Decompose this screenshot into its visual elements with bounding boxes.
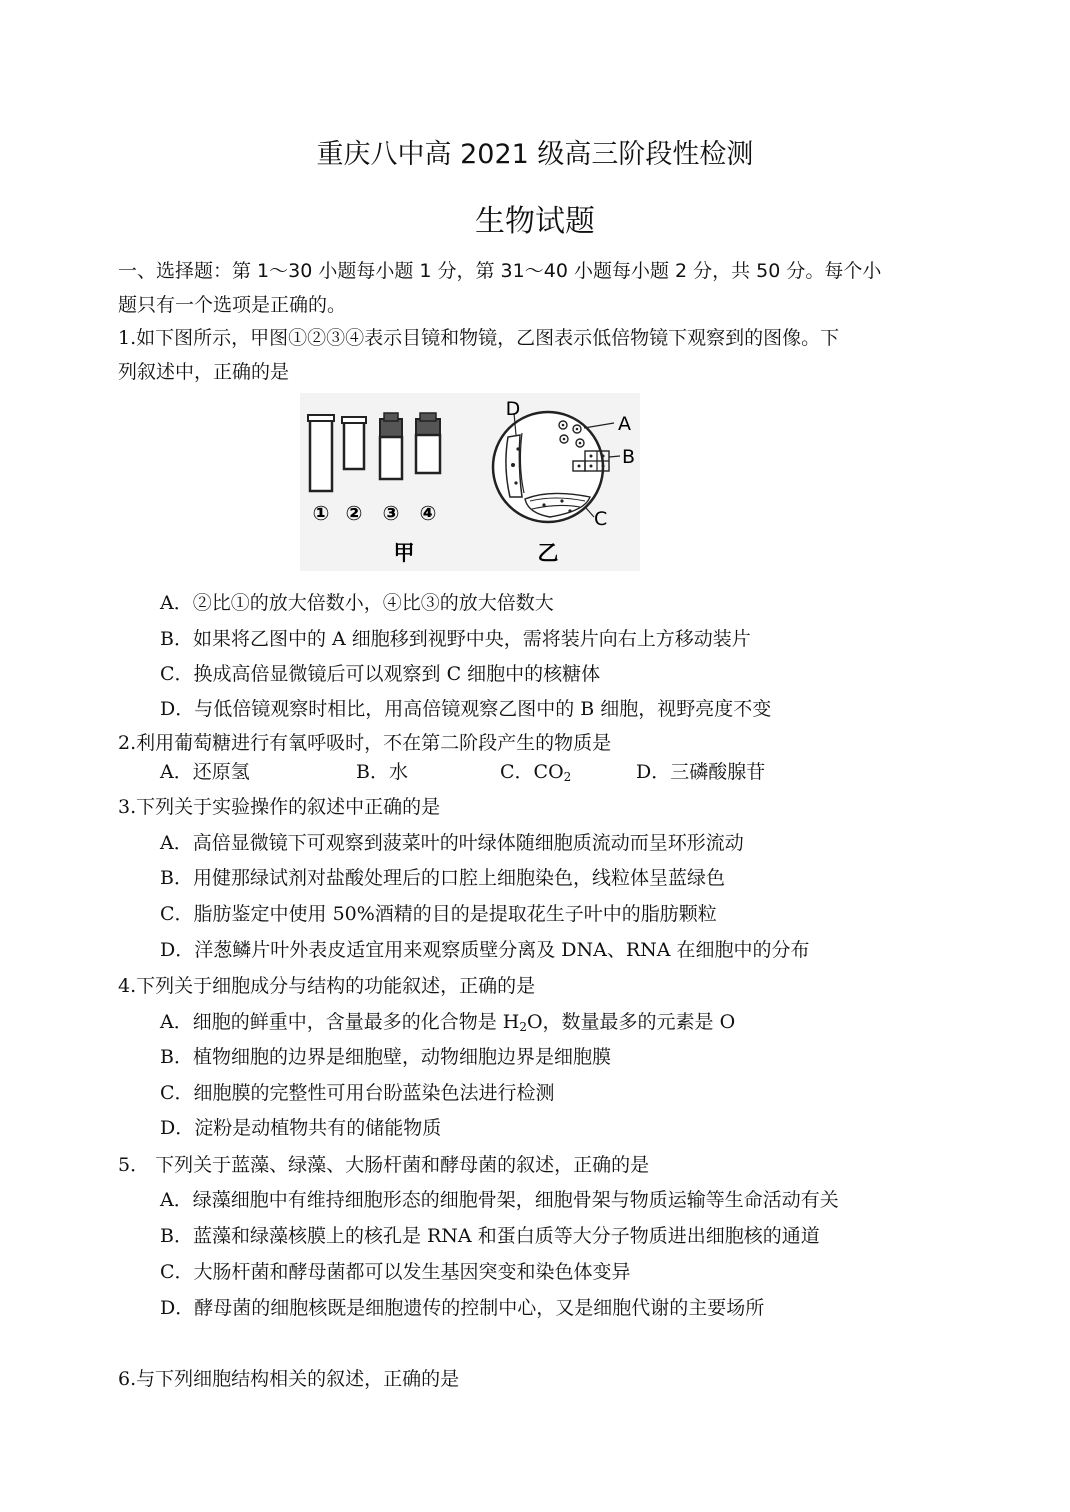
q3-option-c: C．脂肪鉴定中使用 50%酒精的目的是提取花生子叶中的脂肪颗粒 [160, 903, 717, 925]
q2-option-c-text: C．CO [500, 761, 564, 783]
q1-option-b: B．如果将乙图中的 A 细胞移到视野中央，需将装片向右上方移动装片 [160, 628, 751, 650]
q1-option-d: D．与低倍镜观察时相比，用高倍镜观察乙图中的 B 细胞，视野亮度不变 [160, 698, 772, 720]
q4-option-b: B．植物细胞的边界是细胞壁，动物细胞边界是细胞膜 [160, 1046, 611, 1068]
q4-option-c: C．细胞膜的完整性可用台盼蓝染色法进行检测 [160, 1082, 555, 1104]
q4-option-a-subscript: 2 [519, 1020, 527, 1034]
page-subtitle: 生物试题 [475, 204, 595, 239]
q1-stem-line1: 1.如下图所示，甲图①②③④表示目镜和物镜，乙图表示低倍物镜下观察到的图像。下 [118, 327, 840, 349]
figure-caption-left: 甲 [393, 541, 415, 565]
cell-label-c: C [594, 508, 608, 530]
page-title: 重庆八中高 2021 级高三阶段性检测 [316, 139, 754, 170]
lens-3 [380, 413, 402, 479]
lens-4 [416, 413, 440, 473]
lens-label-4: ④ [419, 501, 437, 525]
lens-label-3: ③ [382, 501, 400, 525]
q3-option-d: D．洋葱鳞片叶外表皮适宜用来观察质壁分离及 DNA、RNA 在细胞中的分布 [160, 939, 810, 961]
q4-option-d: D．淀粉是动植物共有的储能物质 [160, 1117, 442, 1139]
cell-label-b: B [622, 446, 636, 468]
q1-stem-line2: 列叙述中，正确的是 [118, 361, 290, 383]
q2-option-a: A．还原氢 [160, 761, 250, 783]
lens-label-2: ② [345, 501, 363, 525]
q5-option-c: C．大肠杆菌和酵母菌都可以发生基因突变和染色体变异 [160, 1261, 631, 1283]
q1-figure [300, 393, 640, 571]
section-instruction-line1: 一、选择题：第 1～30 小题每小题 1 分，第 31～40 小题每小题 2 分，共 50 分。每个小 [118, 260, 882, 282]
lens-2 [342, 417, 366, 469]
q4-option-a-text: A．细胞的鲜重中，含量最多的化合物是 H [160, 1011, 520, 1033]
q2-stem: 2.利用葡萄糖进行有氧呼吸时，不在第二阶段产生的物质是 [118, 732, 612, 754]
q3-option-a: A．高倍显微镜下可观察到菠菜叶的叶绿体随细胞质流动而呈环形流动 [160, 832, 744, 854]
section-instruction-line2: 题只有一个选项是正确的。 [118, 294, 347, 316]
q3-stem: 3.下列关于实验操作的叙述中正确的是 [118, 796, 441, 818]
q4-option-a-text-end: O，数量最多的元素是 O [526, 1011, 736, 1033]
q2-option-d: D．三磷酸腺苷 [636, 761, 766, 783]
q2-option-c [500, 757, 571, 784]
q5-option-a: A．绿藻细胞中有维持细胞形态的细胞骨架，细胞骨架与物质运输等生命活动有关 [160, 1189, 839, 1211]
figure-caption-right: 乙 [537, 541, 559, 565]
q5-stem: 5． 下列关于蓝藻、绿藻、大肠杆菌和酵母菌的叙述，正确的是 [118, 1154, 650, 1176]
q2-option-b: B．水 [356, 761, 408, 783]
q5-option-b: B．蓝藻和绿藻核膜上的核孔是 RNA 和蛋白质等大分子物质进出细胞核的通道 [160, 1225, 820, 1247]
q1-option-c: C．换成高倍显微镜后可以观察到 C 细胞中的核糖体 [160, 663, 601, 685]
cell-label-a: A [618, 413, 631, 435]
q1-option-a: A．②比①的放大倍数小，④比③的放大倍数大 [160, 592, 554, 614]
q5-option-d: D．酵母菌的细胞核既是细胞遗传的控制中心，又是细胞代谢的主要场所 [160, 1297, 765, 1319]
lens-label-1: ① [312, 501, 330, 525]
cell-label-d: D [505, 398, 521, 420]
q4-stem: 4.下列关于细胞成分与结构的功能叙述，正确的是 [118, 975, 536, 997]
lens-1 [308, 415, 334, 491]
q6-stem: 6.与下列细胞结构相关的叙述，正确的是 [118, 1368, 460, 1390]
q2-option-c-subscript: 2 [563, 770, 572, 784]
microscope-figure [300, 393, 640, 571]
q3-option-b: B．用健那绿试剂对盐酸处理后的口腔上细胞染色，线粒体呈蓝绿色 [160, 867, 725, 889]
q4-option-a [160, 1007, 735, 1034]
